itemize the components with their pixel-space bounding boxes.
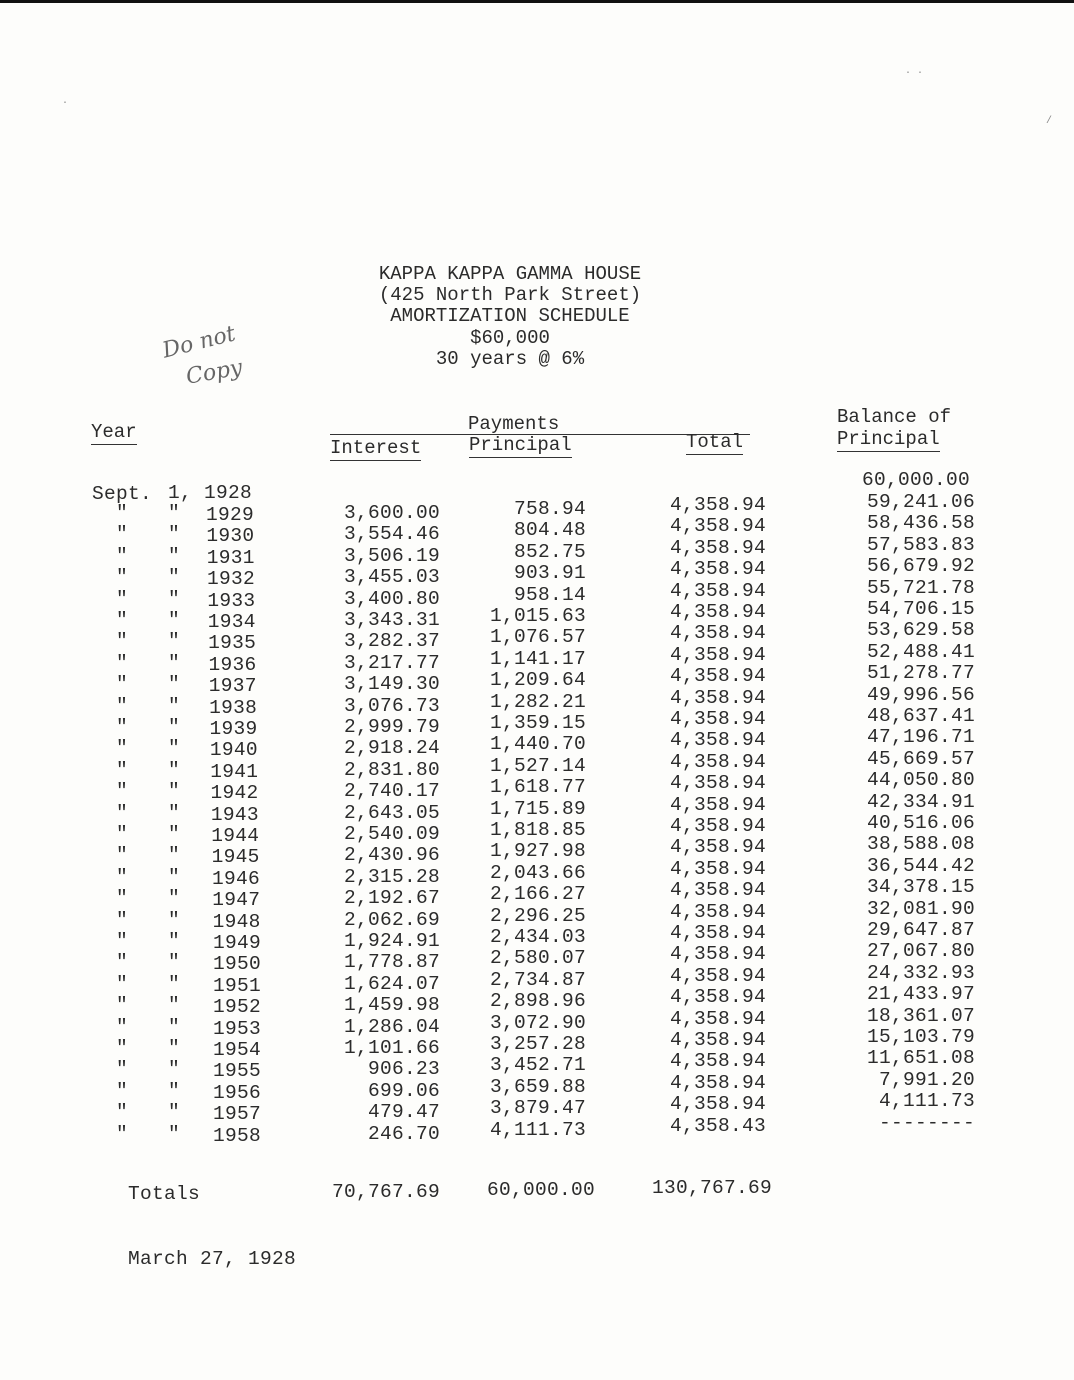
row-total: 4,358.94 [669, 643, 766, 666]
row-interest: 3,600.00 [343, 502, 440, 524]
row-interest: 2,918.24 [343, 737, 440, 760]
row-total: 4,358.94 [669, 772, 766, 795]
row-interest: 2,192.67 [343, 887, 440, 910]
total-header: Total [686, 431, 744, 453]
row-total: 4,358.94 [669, 579, 766, 602]
row-principal: 1,927.98 [489, 840, 586, 863]
row-interest: 3,076.73 [343, 694, 440, 717]
row-balance: 38,588.08 [866, 833, 975, 856]
row-total: 4,358.94 [669, 793, 766, 816]
row-principal: 2,734.87 [489, 968, 586, 991]
row-year: 1941 [210, 760, 259, 783]
row-total: 4,358.94 [669, 879, 766, 902]
ditto-day: " [168, 887, 181, 910]
row-balance: -------- [878, 1111, 975, 1134]
row-interest: 2,643.05 [343, 801, 440, 824]
paper-speck: · [62, 98, 69, 109]
row-principal: 2,296.25 [489, 904, 586, 927]
top-edge-rule [0, 0, 1074, 3]
row-principal: 1,282.21 [489, 690, 586, 713]
ditto-month: " [116, 609, 129, 631]
row-balance: 59,241.06 [866, 491, 975, 513]
ditto-month: " [116, 844, 129, 867]
ditto-day: " [168, 1015, 181, 1038]
ditto-month: " [116, 566, 129, 589]
start-year: 1928 [204, 482, 253, 504]
row-principal: 1,076.57 [489, 626, 586, 649]
row-balance: 56,679.92 [866, 555, 975, 578]
row-total: 4,358.94 [669, 708, 766, 730]
row-balance: 21,433.97 [866, 983, 975, 1006]
ditto-month: " [116, 1122, 129, 1145]
row-total: 4,358.94 [669, 815, 766, 837]
ditto-month: " [116, 1101, 129, 1124]
totals-principal: 60,000.00 [486, 1179, 595, 1201]
row-interest: 2,540.09 [343, 823, 440, 845]
row-year: 1942 [210, 782, 259, 805]
row-year: 1948 [212, 910, 261, 933]
row-total: 4,358.94 [669, 943, 766, 966]
row-principal: 2,166.27 [489, 883, 586, 906]
row-principal: 852.75 [513, 540, 586, 563]
ditto-month: " [116, 651, 129, 674]
row-year: 1934 [207, 611, 256, 633]
row-interest: 699.06 [367, 1079, 440, 1102]
row-year: 1939 [209, 718, 258, 740]
ditto-month: " [116, 716, 129, 738]
ditto-month: " [116, 908, 129, 931]
ditto-month: " [116, 887, 129, 910]
row-total: 4,358.94 [669, 729, 766, 752]
ditto-month: " [116, 823, 129, 845]
row-interest: 479.47 [367, 1101, 440, 1124]
row-principal: 1,527.14 [489, 754, 586, 777]
ditto-day: " [168, 630, 181, 653]
row-principal: 903.91 [513, 562, 586, 585]
row-principal: 1,015.63 [489, 605, 586, 627]
row-balance: 44,050.80 [866, 769, 975, 792]
ditto-day: " [168, 716, 181, 738]
row-interest: 2,831.80 [343, 758, 440, 781]
ditto-day: " [168, 801, 181, 824]
row-principal: 4,111.73 [489, 1118, 586, 1141]
row-year: 1944 [211, 825, 260, 847]
row-principal: 3,659.88 [489, 1075, 586, 1098]
ditto-day: " [168, 994, 181, 1017]
row-interest: 1,286.04 [343, 1015, 440, 1038]
row-balance: 53,629.58 [866, 619, 975, 642]
row-balance: 40,516.06 [866, 812, 975, 834]
row-balance: 7,991.20 [878, 1068, 975, 1091]
row-principal: 804.48 [513, 519, 586, 542]
row-balance: 45,669.57 [866, 747, 975, 770]
row-balance: 51,278.77 [866, 662, 975, 685]
row-year: 1937 [208, 675, 257, 698]
row-year: 1953 [213, 1017, 262, 1040]
row-total: 4,358.94 [669, 1093, 766, 1116]
ditto-month: " [116, 758, 129, 781]
row-total: 4,358.94 [669, 558, 766, 581]
row-principal: 1,618.77 [489, 776, 586, 799]
footer-date: March 27, 1928 [128, 1248, 297, 1270]
ditto-month: " [116, 1015, 129, 1038]
ditto-day: " [168, 737, 181, 760]
row-total: 4,358.94 [669, 515, 766, 538]
row-principal: 3,072.90 [489, 1011, 586, 1034]
row-year: 1938 [209, 696, 258, 719]
row-balance: 24,332.93 [866, 961, 975, 984]
ditto-day: " [168, 1079, 181, 1102]
row-year: 1947 [212, 889, 261, 912]
row-year: 1956 [213, 1081, 262, 1104]
ditto-day: " [168, 694, 181, 717]
row-balance: 36,544.42 [866, 854, 975, 877]
row-total: 4,358.43 [669, 1114, 766, 1137]
row-total: 4,358.94 [669, 665, 766, 688]
interest-header: Interest [330, 437, 422, 459]
ditto-day: " [168, 544, 181, 567]
row-total: 4,358.94 [669, 750, 766, 773]
row-total: 4,358.94 [669, 494, 766, 516]
row-balance: 11,651.08 [866, 1047, 975, 1070]
row-year: 1951 [213, 974, 262, 997]
ditto-month: " [116, 994, 129, 1017]
ditto-month: " [116, 951, 129, 974]
start-balance: 60,000.00 [861, 469, 970, 491]
row-principal: 1,141.17 [489, 647, 586, 670]
ditto-day: " [168, 673, 181, 696]
row-total: 4,358.94 [669, 922, 766, 944]
balance-header-line2: Principal [837, 428, 940, 450]
handwritten-note-line2: Copy [184, 355, 245, 390]
row-total: 4,358.94 [669, 986, 766, 1009]
row-interest: 2,740.17 [343, 780, 440, 803]
ditto-month: " [116, 972, 129, 995]
ditto-day: " [168, 930, 181, 952]
ditto-day: " [168, 609, 181, 631]
ditto-day: " [168, 780, 181, 803]
row-balance: 52,488.41 [866, 640, 975, 663]
row-year: 1946 [211, 867, 260, 890]
row-total: 4,358.94 [669, 1050, 766, 1073]
ditto-day: " [168, 951, 181, 974]
row-year: 1936 [208, 653, 257, 676]
ditto-day: " [168, 1058, 181, 1081]
row-total: 4,358.94 [669, 686, 766, 709]
title-line-2: (425 North Park Street) [378, 284, 642, 306]
row-year: 1950 [213, 953, 262, 976]
ditto-day: " [168, 823, 181, 845]
row-total: 4,358.94 [669, 964, 766, 987]
row-interest: 906.23 [367, 1058, 440, 1081]
row-total: 4,358.94 [669, 1007, 766, 1030]
row-balance: 15,103.79 [866, 1026, 975, 1048]
row-principal: 958.14 [513, 583, 586, 606]
row-total: 4,358.94 [669, 836, 766, 859]
row-total: 4,358.94 [669, 601, 766, 623]
row-interest: 3,282.37 [343, 630, 440, 653]
row-total: 4,358.94 [669, 1071, 766, 1094]
row-total: 4,358.94 [669, 857, 766, 880]
row-interest: 246.70 [367, 1122, 440, 1145]
row-interest: 2,062.69 [343, 908, 440, 931]
handwritten-note-line1: Do not [160, 321, 239, 364]
ditto-day: " [168, 908, 181, 931]
row-interest: 3,506.19 [343, 544, 440, 567]
row-principal: 1,818.85 [489, 819, 586, 841]
principal-header: Principal [469, 434, 572, 456]
row-total: 4,358.94 [669, 1029, 766, 1051]
row-interest: 3,149.30 [343, 673, 440, 696]
row-balance: 18,361.07 [866, 1004, 975, 1027]
row-year: 1954 [213, 1039, 262, 1061]
row-interest: 2,999.79 [343, 716, 440, 738]
row-interest: 3,343.31 [343, 609, 440, 631]
ditto-day: " [168, 587, 181, 610]
row-year: 1943 [210, 803, 259, 826]
ditto-day: " [168, 1122, 181, 1145]
row-principal: 3,257.28 [489, 1033, 586, 1055]
ditto-month: " [116, 523, 129, 546]
row-balance: 48,637.41 [866, 705, 975, 727]
ditto-month: " [116, 673, 129, 696]
ditto-month: " [116, 780, 129, 803]
row-total: 4,358.94 [669, 622, 766, 645]
row-balance: 42,334.91 [866, 790, 975, 813]
start-month: Sept. [92, 483, 153, 505]
ditto-month: " [116, 544, 129, 567]
ditto-month: " [116, 801, 129, 824]
ditto-day: " [168, 1101, 181, 1124]
row-principal: 2,898.96 [489, 990, 586, 1013]
ditto-day: " [168, 972, 181, 995]
totals-total: 130,767.69 [651, 1177, 772, 1199]
start-day: 1, [168, 482, 193, 504]
title-line-5: 30 years @ 6% [435, 348, 585, 370]
row-balance: 57,583.83 [866, 533, 975, 556]
row-principal: 758.94 [513, 498, 586, 520]
row-year: 1930 [206, 525, 255, 548]
row-year: 1958 [213, 1124, 262, 1147]
row-year: 1935 [208, 632, 257, 655]
row-year: 1945 [211, 846, 260, 869]
payments-header: Payments [468, 413, 560, 435]
row-principal: 3,452.71 [489, 1054, 586, 1077]
ditto-month: " [116, 630, 129, 653]
ditto-month: " [116, 737, 129, 760]
row-balance: 47,196.71 [866, 726, 975, 749]
row-balance: 58,436.58 [866, 512, 975, 535]
row-balance: 27,067.80 [866, 940, 975, 963]
title-line-3: AMORTIZATION SCHEDULE [390, 305, 630, 327]
row-interest: 3,554.46 [343, 523, 440, 546]
ditto-day: " [168, 566, 181, 589]
row-total: 4,358.94 [669, 536, 766, 559]
row-principal: 1,359.15 [489, 712, 586, 734]
row-interest: 2,430.96 [343, 844, 440, 867]
row-principal: 2,434.03 [489, 926, 586, 948]
ditto-day: " [168, 844, 181, 867]
row-year: 1940 [209, 739, 258, 762]
ditto-month: " [116, 587, 129, 610]
row-interest: 1,778.87 [343, 951, 440, 974]
row-year: 1957 [213, 1103, 262, 1126]
row-balance: 29,647.87 [866, 919, 975, 941]
row-principal: 1,715.89 [489, 797, 586, 820]
row-year: 1933 [207, 589, 256, 612]
row-total: 4,358.94 [669, 900, 766, 923]
balance-header-line1: Balance of [837, 406, 952, 428]
row-year: 1955 [213, 1060, 262, 1083]
ditto-day: " [168, 651, 181, 674]
ditto-month: " [116, 1058, 129, 1081]
row-interest: 3,217.77 [343, 651, 440, 674]
row-year: 1931 [206, 546, 255, 569]
row-balance: 54,706.15 [866, 598, 975, 620]
row-interest: 1,459.98 [343, 994, 440, 1017]
totals-interest: 70,767.69 [331, 1181, 440, 1203]
row-interest: 3,455.03 [343, 566, 440, 589]
paper-speck: · · [905, 68, 924, 79]
ditto-month: " [116, 1079, 129, 1102]
row-interest: 2,315.28 [343, 865, 440, 888]
row-principal: 1,209.64 [489, 669, 586, 692]
row-interest: 1,624.07 [343, 972, 440, 995]
title-line-1: KAPPA KAPPA GAMMA HOUSE [378, 263, 642, 285]
row-interest: 3,400.80 [343, 587, 440, 610]
ditto-month: " [116, 502, 129, 524]
row-year: 1932 [207, 568, 256, 591]
ditto-month: " [116, 930, 129, 952]
ditto-month: " [116, 1037, 129, 1059]
row-balance: 32,081.90 [866, 897, 975, 920]
year-header: Year [91, 421, 137, 443]
row-balance: 49,996.56 [866, 683, 975, 706]
row-principal: 2,580.07 [489, 947, 586, 970]
row-principal: 2,043.66 [489, 861, 586, 884]
row-year: 1952 [213, 996, 262, 1019]
ditto-month: " [116, 694, 129, 717]
ditto-day: " [168, 523, 181, 546]
paper-speck: / [1046, 116, 1053, 127]
row-principal: 1,440.70 [489, 733, 586, 756]
row-year: 1949 [213, 932, 262, 954]
row-year: 1929 [206, 504, 255, 526]
totals-label: Totals [128, 1183, 201, 1205]
title-line-4: $60,000 [470, 327, 550, 349]
ditto-day: " [168, 758, 181, 781]
ditto-day: " [168, 865, 181, 888]
ditto-day: " [168, 1037, 181, 1059]
row-balance: 4,111.73 [878, 1090, 975, 1113]
ditto-month: " [116, 865, 129, 888]
row-balance: 34,378.15 [866, 876, 975, 899]
row-balance: 55,721.78 [866, 576, 975, 599]
ditto-day: " [168, 502, 181, 524]
row-interest: 1,101.66 [343, 1037, 440, 1059]
row-interest: 1,924.91 [343, 930, 440, 952]
row-principal: 3,879.47 [489, 1097, 586, 1120]
